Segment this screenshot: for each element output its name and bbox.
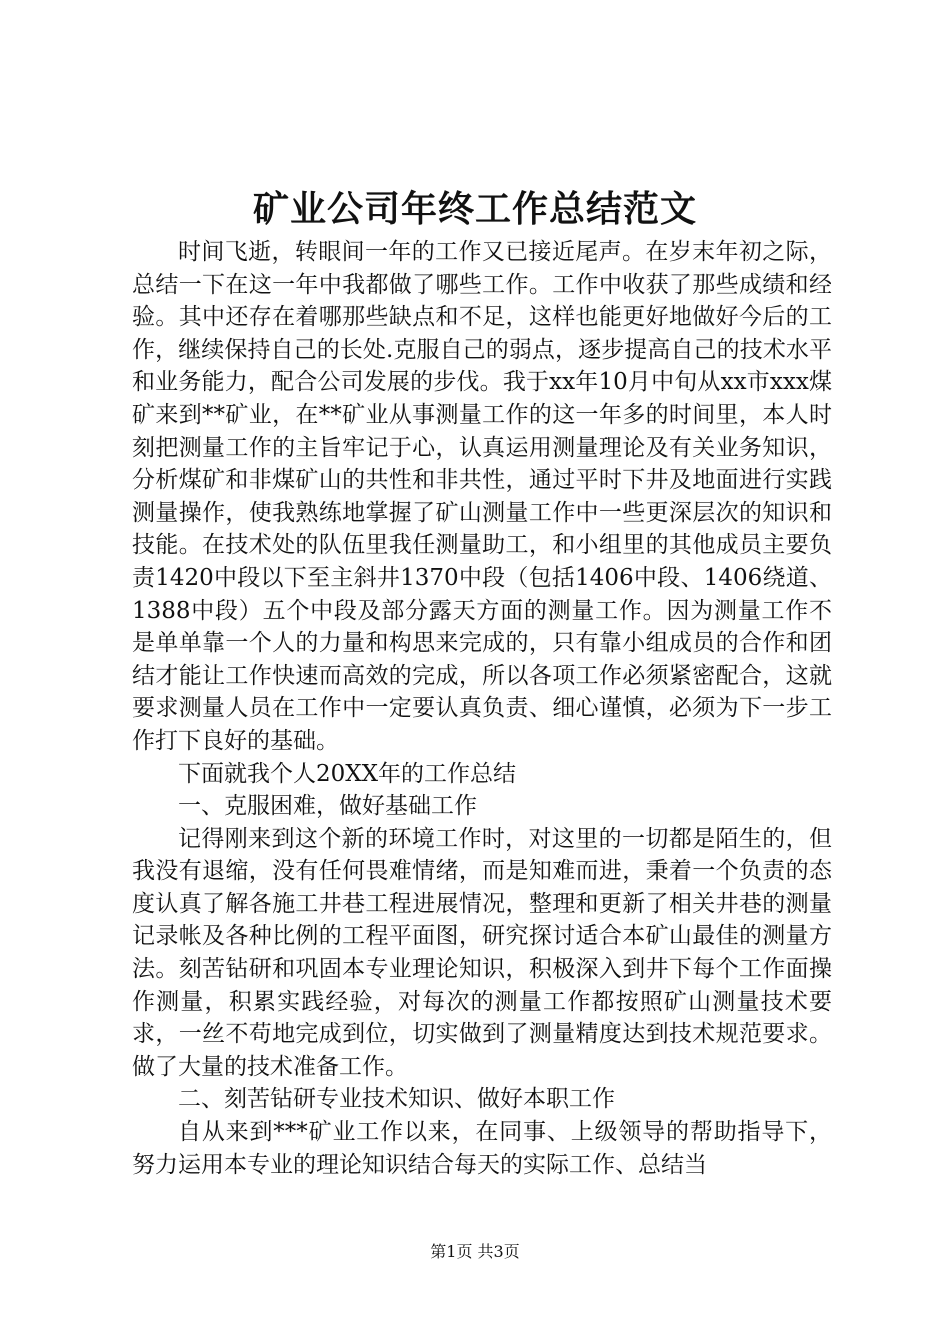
paragraph-summary-lead: 下面就我个人20XX年的工作总结 — [178, 760, 517, 787]
page-number-footer: 第1页 共3页 — [430, 1242, 520, 1261]
paragraph-intro: 时间飞逝，转眼间一年的工作又已接近尾声。在岁末年初之际，总结一下在这一年中我都做了哪些工作。工作中收获了那些成绩和经验。其中还存在着哪那些缺点和不足，这样也能更好地做好今后的工作，继续保持自己的长处.克服自己的弱点，逐步提高自己的技术水平和业务能力，配合公司发展的步伐。我于xx年10月中旬从xx市xxx煤矿来到**矿业，在**矿业从事测量工作的这一年多的时间里，本人时刻把测量工作的主旨牢记于心，认真运用测量理论及有关业务知识，分析煤矿和非煤矿山的共性和非共性，通过平时下井及地面进行实践测量操作，使我熟练地掌握了矿山测量工作中一些更深层次的知识和技能。在技术处的队伍里我任测量助工，和小组里的其他成员主要负责1420中段以下至主斜井1370中段（包括1406中段、1406绕道、1388中段）五个中段及部分露天方面的测量工作。因为测量工作不是单单靠一个人的力量和构思来完成的，只有靠小组成员的合作和团结才能让工作快速而高效的完成，所以各项工作必须紧密配合，这就要求测量人员在工作中一定要认真负责、细心谨慎，必须为下一步工作打下良好的基础。 — [132, 239, 832, 754]
paragraph-section-1: 记得刚来到这个新的环境工作时，对这里的一切都是陌生的，但我没有退缩，没有任何畏难情绪，而是知难而进，秉着一个负责的态度认真了解各施工井巷工程进展情况，整理和更新了相关井巷的测量记录帐及各种比例的工程平面图，研究探讨适合本矿山最佳的测量方法。刻苦钻研和巩固本专业理论知识，积极深入到井下每个工作面操作测量，积累实践经验，对每次的测量工作都按照矿山测量技术要求，一丝不苟地完成到位，切实做到了测量精度达到技术规范要求。做了大量的技术准备工作。 — [132, 825, 832, 1080]
section-heading-1: 一、克服困难，做好基础工作 — [178, 793, 477, 820]
paragraph-section-2: 自从来到***矿业工作以来，在同事、上级领导的帮助指导下，努力运用本专业的理论知识结合每天的实际工作、总结当 — [132, 1119, 832, 1178]
section-heading-2: 二、刻苦钻研专业技术知识、做好本职工作 — [178, 1086, 615, 1113]
document-title: 矿业公司年终工作总结范文 — [252, 188, 697, 230]
document-body — [132, 236, 832, 1181]
